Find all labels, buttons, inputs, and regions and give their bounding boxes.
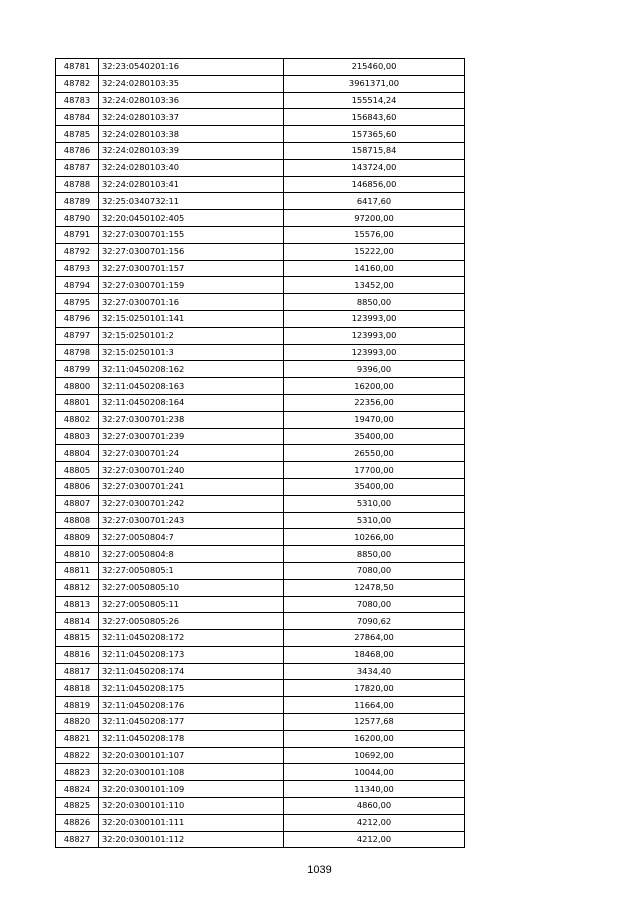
- value-cell: 15222,00: [284, 243, 465, 260]
- value-cell: 156843,60: [284, 109, 465, 126]
- row-number-cell: 48809: [56, 529, 99, 546]
- value-cell: 12577,68: [284, 714, 465, 731]
- value-cell: 12478,50: [284, 579, 465, 596]
- row-number-cell: 48791: [56, 226, 99, 243]
- value-cell: 8850,00: [284, 546, 465, 563]
- cadastral-number-cell: 32:27:0300701:241: [99, 478, 284, 495]
- row-number-cell: 48782: [56, 75, 99, 92]
- value-cell: 17820,00: [284, 680, 465, 697]
- row-number-cell: 48796: [56, 310, 99, 327]
- value-cell: 123993,00: [284, 344, 465, 361]
- value-cell: 10692,00: [284, 747, 465, 764]
- cadastral-number-cell: 32:24:0280103:40: [99, 159, 284, 176]
- table-row: [56, 142, 465, 159]
- row-number-cell: 48818: [56, 680, 99, 697]
- table-row: [56, 226, 465, 243]
- table-row: [56, 59, 465, 76]
- cadastral-number-cell: 32:20:0450102:405: [99, 210, 284, 227]
- table-row: [56, 478, 465, 495]
- table-row: [56, 109, 465, 126]
- table-row: [56, 294, 465, 311]
- value-cell: 19470,00: [284, 411, 465, 428]
- table-row: [56, 613, 465, 630]
- row-number-cell: 48813: [56, 596, 99, 613]
- cadastral-number-cell: 32:11:0450208:175: [99, 680, 284, 697]
- cadastral-number-cell: 32:23:0540201:16: [99, 59, 284, 76]
- cadastral-number-cell: 32:20:0300101:107: [99, 747, 284, 764]
- row-number-cell: 48799: [56, 361, 99, 378]
- value-cell: 4212,00: [284, 814, 465, 831]
- table-row: [56, 814, 465, 831]
- cadastral-value-table: [55, 58, 465, 848]
- row-number-cell: 48805: [56, 462, 99, 479]
- cadastral-number-cell: 32:27:0300701:157: [99, 260, 284, 277]
- cadastral-number-cell: 32:27:0300701:156: [99, 243, 284, 260]
- cadastral-number-cell: 32:27:0300701:243: [99, 512, 284, 529]
- table-row: [56, 462, 465, 479]
- row-number-cell: 48789: [56, 193, 99, 210]
- value-cell: 7080,00: [284, 596, 465, 613]
- value-cell: 16200,00: [284, 378, 465, 395]
- row-number-cell: 48820: [56, 714, 99, 731]
- cadastral-number-cell: 32:27:0050805:11: [99, 596, 284, 613]
- cadastral-number-cell: 32:27:0050804:8: [99, 546, 284, 563]
- cadastral-number-cell: 32:11:0450208:163: [99, 378, 284, 395]
- row-number-cell: 48827: [56, 831, 99, 848]
- value-cell: 10044,00: [284, 764, 465, 781]
- table-row: [56, 243, 465, 260]
- cadastral-number-cell: 32:24:0280103:41: [99, 176, 284, 193]
- row-number-cell: 48803: [56, 428, 99, 445]
- cadastral-number-cell: 32:11:0450208:176: [99, 697, 284, 714]
- table-row: [56, 176, 465, 193]
- table-row: [56, 714, 465, 731]
- row-number-cell: 48811: [56, 562, 99, 579]
- table-row: [56, 260, 465, 277]
- table-row: [56, 529, 465, 546]
- table-row: [56, 596, 465, 613]
- row-number-cell: 48786: [56, 142, 99, 159]
- cadastral-number-cell: 32:27:0300701:159: [99, 277, 284, 294]
- table-row: [56, 546, 465, 563]
- row-number-cell: 48823: [56, 764, 99, 781]
- cadastral-number-cell: 32:24:0280103:38: [99, 126, 284, 143]
- table-row: [56, 378, 465, 395]
- table-row: [56, 831, 465, 848]
- cadastral-number-cell: 32:27:0300701:16: [99, 294, 284, 311]
- row-number-cell: 48825: [56, 798, 99, 815]
- cadastral-number-cell: 32:20:0300101:108: [99, 764, 284, 781]
- cadastral-number-cell: 32:27:0050804:7: [99, 529, 284, 546]
- value-cell: 15576,00: [284, 226, 465, 243]
- value-cell: 123993,00: [284, 310, 465, 327]
- row-number-cell: 48814: [56, 613, 99, 630]
- table-row: [56, 747, 465, 764]
- cadastral-number-cell: 32:24:0280103:37: [99, 109, 284, 126]
- row-number-cell: 48788: [56, 176, 99, 193]
- row-number-cell: 48816: [56, 646, 99, 663]
- value-cell: 10266,00: [284, 529, 465, 546]
- cadastral-number-cell: 32:24:0280103:39: [99, 142, 284, 159]
- value-cell: 3434,40: [284, 663, 465, 680]
- cadastral-number-cell: 32:27:0300701:24: [99, 445, 284, 462]
- table-row: [56, 445, 465, 462]
- value-cell: 4860,00: [284, 798, 465, 815]
- value-cell: 9396,00: [284, 361, 465, 378]
- row-number-cell: 48801: [56, 394, 99, 411]
- table-row: [56, 327, 465, 344]
- row-number-cell: 48785: [56, 126, 99, 143]
- cadastral-number-cell: 32:20:0300101:112: [99, 831, 284, 848]
- row-number-cell: 48800: [56, 378, 99, 395]
- row-number-cell: 48812: [56, 579, 99, 596]
- row-number-cell: 48793: [56, 260, 99, 277]
- value-cell: 146856,00: [284, 176, 465, 193]
- row-number-cell: 48781: [56, 59, 99, 76]
- table-row: [56, 411, 465, 428]
- row-number-cell: 48804: [56, 445, 99, 462]
- row-number-cell: 48784: [56, 109, 99, 126]
- row-number-cell: 48807: [56, 495, 99, 512]
- cadastral-number-cell: 32:27:0050805:1: [99, 562, 284, 579]
- table-row: [56, 680, 465, 697]
- table-row: [56, 344, 465, 361]
- table-row: [56, 92, 465, 109]
- value-cell: 6417,60: [284, 193, 465, 210]
- table-row: [56, 512, 465, 529]
- table-body: [56, 59, 465, 848]
- value-cell: 14160,00: [284, 260, 465, 277]
- value-cell: 123993,00: [284, 327, 465, 344]
- table-row: [56, 75, 465, 92]
- table-row: [56, 394, 465, 411]
- table-row: [56, 159, 465, 176]
- row-number-cell: 48808: [56, 512, 99, 529]
- cadastral-number-cell: 32:15:0250101:3: [99, 344, 284, 361]
- table-row: [56, 277, 465, 294]
- value-cell: 18468,00: [284, 646, 465, 663]
- value-cell: 17700,00: [284, 462, 465, 479]
- row-number-cell: 48817: [56, 663, 99, 680]
- value-cell: 13452,00: [284, 277, 465, 294]
- cadastral-number-cell: 32:20:0300101:109: [99, 781, 284, 798]
- table-row: [56, 361, 465, 378]
- table-row: [56, 663, 465, 680]
- table-row: [56, 210, 465, 227]
- row-number-cell: 48787: [56, 159, 99, 176]
- table-row: [56, 495, 465, 512]
- cadastral-number-cell: 32:24:0280103:35: [99, 75, 284, 92]
- value-cell: 22356,00: [284, 394, 465, 411]
- value-cell: 157365,60: [284, 126, 465, 143]
- row-number-cell: 48819: [56, 697, 99, 714]
- value-cell: 35400,00: [284, 428, 465, 445]
- row-number-cell: 48815: [56, 630, 99, 647]
- table-row: [56, 646, 465, 663]
- value-cell: 27864,00: [284, 630, 465, 647]
- table-row: [56, 428, 465, 445]
- value-cell: 155514,24: [284, 92, 465, 109]
- table-row: [56, 764, 465, 781]
- table-row: [56, 697, 465, 714]
- table-row: [56, 193, 465, 210]
- table-row: [56, 562, 465, 579]
- value-cell: 26550,00: [284, 445, 465, 462]
- cadastral-number-cell: 32:11:0450208:173: [99, 646, 284, 663]
- value-cell: 5310,00: [284, 495, 465, 512]
- value-cell: 7090,62: [284, 613, 465, 630]
- cadastral-number-cell: 32:11:0450208:164: [99, 394, 284, 411]
- cadastral-number-cell: 32:11:0450208:162: [99, 361, 284, 378]
- cadastral-number-cell: 32:27:0300701:239: [99, 428, 284, 445]
- cadastral-number-cell: 32:11:0450208:177: [99, 714, 284, 731]
- table-row: [56, 310, 465, 327]
- value-cell: 11340,00: [284, 781, 465, 798]
- row-number-cell: 48822: [56, 747, 99, 764]
- cadastral-number-cell: 32:27:0300701:238: [99, 411, 284, 428]
- table-row: [56, 798, 465, 815]
- row-number-cell: 48783: [56, 92, 99, 109]
- row-number-cell: 48797: [56, 327, 99, 344]
- cadastral-number-cell: 32:27:0050805:26: [99, 613, 284, 630]
- row-number-cell: 48826: [56, 814, 99, 831]
- row-number-cell: 48824: [56, 781, 99, 798]
- row-number-cell: 48806: [56, 478, 99, 495]
- value-cell: 7080,00: [284, 562, 465, 579]
- table-row: [56, 781, 465, 798]
- cadastral-number-cell: 32:27:0300701:155: [99, 226, 284, 243]
- cadastral-number-cell: 32:11:0450208:174: [99, 663, 284, 680]
- value-cell: 8850,00: [284, 294, 465, 311]
- cadastral-number-cell: 32:27:0300701:242: [99, 495, 284, 512]
- cadastral-number-cell: 32:27:0050805:10: [99, 579, 284, 596]
- cadastral-number-cell: 32:11:0450208:178: [99, 730, 284, 747]
- table-row: [56, 630, 465, 647]
- value-cell: 11664,00: [284, 697, 465, 714]
- value-cell: 143724,00: [284, 159, 465, 176]
- row-number-cell: 48792: [56, 243, 99, 260]
- value-cell: 97200,00: [284, 210, 465, 227]
- row-number-cell: 48795: [56, 294, 99, 311]
- row-number-cell: 48821: [56, 730, 99, 747]
- table-row: [56, 579, 465, 596]
- cadastral-number-cell: 32:25:0340732:11: [99, 193, 284, 210]
- cadastral-number-cell: 32:20:0300101:111: [99, 814, 284, 831]
- value-cell: 3961371,00: [284, 75, 465, 92]
- row-number-cell: 48790: [56, 210, 99, 227]
- table-row: [56, 730, 465, 747]
- table-row: [56, 126, 465, 143]
- value-cell: 16200,00: [284, 730, 465, 747]
- cadastral-number-cell: 32:15:0250101:2: [99, 327, 284, 344]
- value-cell: 4212,00: [284, 831, 465, 848]
- cadastral-number-cell: 32:24:0280103:36: [99, 92, 284, 109]
- cadastral-number-cell: 32:20:0300101:110: [99, 798, 284, 815]
- row-number-cell: 48794: [56, 277, 99, 294]
- row-number-cell: 48802: [56, 411, 99, 428]
- cadastral-number-cell: 32:11:0450208:172: [99, 630, 284, 647]
- cadastral-number-cell: 32:27:0300701:240: [99, 462, 284, 479]
- value-cell: 158715,84: [284, 142, 465, 159]
- row-number-cell: 48810: [56, 546, 99, 563]
- cadastral-number-cell: 32:15:0250101:141: [99, 310, 284, 327]
- value-cell: 5310,00: [284, 512, 465, 529]
- value-cell: 215460,00: [284, 59, 465, 76]
- value-cell: 35400,00: [284, 478, 465, 495]
- row-number-cell: 48798: [56, 344, 99, 361]
- page-number: 1039: [307, 864, 332, 876]
